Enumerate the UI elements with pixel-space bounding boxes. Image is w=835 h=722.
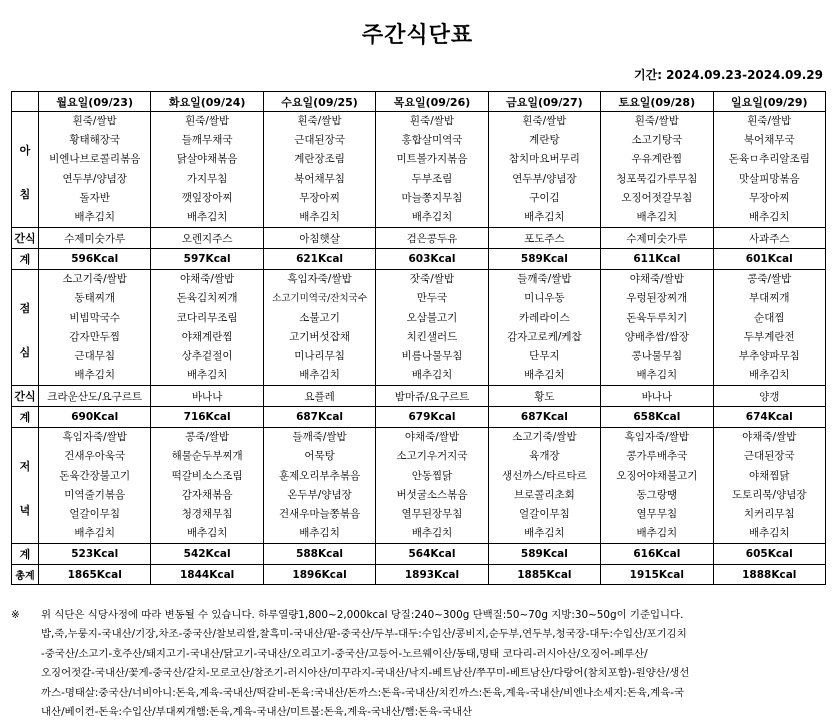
snack-cell: 수제미숫가루 [39,228,151,249]
menu-item: 두부조림 [411,172,453,185]
kcal-cell: 605Kcal [713,544,825,565]
menu-item: 배추김치 [524,210,565,223]
menu-item: 흑임자죽/쌀밥 [287,273,352,286]
menu-item: 돌자반 [79,191,110,204]
menu-item: 소고기미역국/잔치국수 [272,293,368,305]
menu-item: 상추겉절이 [181,349,233,362]
menu-item: 배추김치 [411,527,453,540]
menu-item: 감자채볶음 [181,488,233,501]
menu-item: 동태찌개 [74,292,115,305]
menu-item: 배추김치 [636,527,678,540]
grand-total-label: 총계 [12,565,39,585]
menu-item: 소고기탕국 [631,134,683,147]
menu-item: 콩죽/쌀밥 [747,273,792,286]
menu-item: 콩죽/쌀밥 [185,431,230,444]
menu-item: 감자고로케/케찹 [507,330,582,343]
total-cell: 1893Kcal [376,565,488,585]
menu-item: 근대무침 [74,349,115,362]
day-header: 수요일(09/25) [263,92,375,112]
menu-item: 배추김치 [411,369,453,382]
menu-item: 청경채무침 [181,508,233,520]
day-header: 일요일(09/29) [713,92,825,112]
sum-label: 계 [12,407,39,428]
meal-label-char [12,439,38,533]
menu-item: 콩가루배추국 [626,450,688,463]
menu-item: 야채죽/쌀밥 [404,431,460,444]
menu-item: 배추김치 [524,369,565,382]
snack-cell: 밤마쥬/요구르트 [376,386,488,407]
dinner-row [12,428,826,544]
kcal-cell: 687Kcal [488,407,600,428]
menu-item: 북어채무침 [294,172,345,185]
menu-item: 깻잎장아찌 [181,191,233,204]
meal-label-glyph: 녁 [19,503,31,517]
menu-item: 부추양파무침 [738,349,800,362]
snack-cell: 오렌지주스 [151,228,263,249]
total-kcal-row [12,565,826,585]
kcal-cell: 523Kcal [39,544,151,565]
menu-item: 카레라이스 [519,311,570,324]
menu-table [11,91,826,585]
menu-item: 건새우아욱국 [64,450,126,463]
note-mark: ※ [11,609,20,621]
menu-item: 돈육두루치기 [626,311,688,324]
lunch-cell [376,270,488,386]
menu-item: 감자만두찜 [69,330,121,343]
notes-section [11,606,826,722]
menu-item: 비름나물무침 [401,349,463,362]
day-header: 목요일(09/26) [376,92,488,112]
total-cell: 1844Kcal [151,565,263,585]
snack-cell: 포도주스 [488,228,600,249]
dinner-cell [376,428,488,544]
lunch-cell [263,270,375,386]
menu-item: 배추김치 [186,369,228,382]
kcal-cell: 690Kcal [39,407,151,428]
menu-item: 구이김 [529,191,560,204]
menu-item: 미트볼가지볶음 [396,153,468,166]
menu-item: 잣죽/쌀밥 [409,273,455,286]
page-title: 주간식단표 [361,23,474,48]
breakfast-kcal-row [12,249,826,270]
kcal-cell: 687Kcal [263,407,375,428]
snack-cell: 크라운산도/요구르트 [39,386,151,407]
menu-item: 열무된장무침 [401,508,463,520]
menu-item: 치커리무침 [743,508,795,520]
menu-item: 얼갈이무침 [69,508,121,520]
menu-item: 도토리묵/양념장 [731,488,807,501]
menu-item: 가지무침 [186,172,228,185]
menu-item: 만두국 [416,292,448,305]
menu-item: 닭살야채볶음 [176,153,238,166]
corner-cell [12,92,39,112]
menu-item: 연두부/양념장 [512,172,577,185]
lunch-cell [151,270,263,386]
breakfast-cell [151,112,263,228]
menu-item: 온두부/양념장 [287,488,352,501]
menu-item: 비빔막국수 [69,311,121,324]
total-cell: 1915Kcal [601,565,713,585]
menu-item: 근대된장국 [743,450,795,463]
menu-item: 야채찜닭 [748,469,790,482]
breakfast-cell [488,112,600,228]
menu-item: 흰죽/쌀밥 [297,115,342,127]
menu-item: 소고기우거지국 [396,450,468,463]
menu-item: 고기버섯잡채 [289,330,350,343]
snack-cell: 바나나 [601,386,713,407]
kcal-cell: 601Kcal [713,249,825,270]
dinner-label [12,428,39,544]
breakfast-cell [39,112,151,228]
lunch-cell [601,270,713,386]
origin-line: -중국산/소고기-호주산/돼지고기-국내산/닭고기-국내산/오리고기-중국산/고등어-노르웨이산/동태,명태 코다리-러시아산/오징어-페루산/ [41,647,648,660]
menu-item: 배추김치 [748,527,790,540]
sum-label: 계 [12,249,39,270]
menu-item: 청포묵김가루무침 [616,172,698,185]
menu-item: 우렁된장찌개 [626,292,688,305]
menu-item: 얼갈이무침 [519,508,570,520]
day-header: 월요일(09/23) [39,92,151,112]
menu-item: 해물순두부찌개 [171,450,243,463]
kcal-cell: 596Kcal [39,249,151,270]
meal-label-glyph: 점 [19,301,31,315]
kcal-cell: 588Kcal [263,544,375,565]
menu-item: 야채죽/쌀밥 [180,273,235,286]
menu-item: 북어채무국 [743,134,795,147]
lunch-kcal-row [12,407,826,428]
snack-cell: 황도 [488,386,600,407]
snack-cell: 검은콩두유 [376,228,488,249]
menu-item: 배추김치 [299,210,340,223]
lunch-cell [488,270,600,386]
origin-line: 오징어젓갈-국내산/꽃게-중국산/갈치-모로코산/참조기-러시아산/미꾸라지-국내산/낙지-베트남산/쭈꾸미-베트남산/다랑어(참치포함)-원양산/생선 [41,667,690,680]
menu-item: 배추김치 [748,369,790,382]
lunch-snack-row [12,386,826,407]
menu-item: 흰죽/쌀밥 [409,115,455,127]
menu-item: 미니우동 [524,292,565,305]
menu-item: 배추김치 [74,210,115,223]
menu-item: 흰죽/쌀밥 [185,115,230,127]
total-cell: 1896Kcal [263,565,375,585]
menu-item: 배추김치 [186,210,228,223]
menu-item: 미역줄기볶음 [64,488,126,501]
menu-item: 돈육간장불고기 [59,469,131,482]
menu-item: 배추김치 [411,210,453,223]
origin-line: 까스-명태살:중국산/너비아니:돈육,계육-국내산/떡갈비-돈육:국내산/돈까스:돈육-국내산/치킨까스:돈육,계육-국내산/비엔나소세지:돈육,계육-국 [41,686,685,699]
total-cell: 1888Kcal [713,565,825,585]
lunch-cell [713,270,825,386]
kcal-cell: 564Kcal [376,544,488,565]
menu-item: 들깨죽/쌀밥 [292,431,347,444]
menu-item: 미나리무침 [294,349,345,362]
lunch-cell [39,270,151,386]
dinner-kcal-row [12,544,826,565]
menu-item: 동그랑땡 [636,488,678,501]
menu-item: 훈제오리부추볶음 [278,469,361,482]
menu-item: 황태해장국 [69,134,121,147]
menu-item: 단무지 [529,349,560,362]
menu-item: 맛살피망볶음 [738,172,800,185]
total-cell: 1885Kcal [488,565,600,585]
sum-label: 계 [12,544,39,565]
day-header: 화요일(09/24) [151,92,263,112]
menu-item: 배추김치 [74,369,115,382]
kcal-cell: 679Kcal [376,407,488,428]
menu-item: 배추김치 [186,527,228,540]
day-header: 토요일(09/28) [601,92,713,112]
dinner-cell [39,428,151,544]
menu-item: 배추김치 [299,527,340,540]
kcal-cell: 603Kcal [376,249,488,270]
menu-item: 오징어야채불고기 [616,469,698,482]
menu-item: 들깨무채국 [181,134,233,147]
menu-item: 코다리무조림 [176,311,238,324]
kcal-cell: 658Kcal [601,407,713,428]
breakfast-label [12,112,39,228]
lunch-label [12,270,39,386]
snack-cell: 양갱 [713,386,825,407]
origin-line: 내산/베이컨-돈육:수입산/부대찌개햄:돈육,계육-국내산/미트볼:돈육,계육-국내산/햄:돈육-국내산 [41,706,473,719]
menu-item: 양배추쌈/쌈장 [624,330,690,343]
meal-label-glyph: 저 [19,459,31,473]
menu-item: 흑임자죽/쌀밥 [624,431,690,444]
snack-cell: 사과주스 [713,228,825,249]
menu-item: 배추김치 [524,527,565,540]
menu-item: 연두부/양념장 [62,172,127,185]
breakfast-cell [263,112,375,228]
dinner-cell [601,428,713,544]
menu-item: 계란장조림 [294,153,345,166]
meal-label-glyph: 심 [19,345,31,359]
dinner-cell [488,428,600,544]
menu-item: 배추김치 [636,369,678,382]
breakfast-row [12,112,826,228]
kcal-cell: 621Kcal [263,249,375,270]
snack-cell: 아침햇살 [263,228,375,249]
menu-item: 배추김치 [299,369,340,382]
lunch-row [12,270,826,386]
menu-item: 참치마요버무리 [508,153,580,166]
meal-label-glyph: 침 [19,187,31,201]
meal-label-char [12,123,38,217]
menu-item: 흰죽/쌀밥 [72,115,117,127]
menu-item: 돈육김치찌개 [176,292,238,305]
menu-item: 순대찜 [754,311,785,324]
meal-label-char [12,281,38,375]
menu-item: 배추김치 [636,210,678,223]
kcal-cell: 674Kcal [713,407,825,428]
menu-item: 근대된장국 [294,134,345,147]
origin-line: 밥,죽,누룽지-국내산/기장,차조-중국산/찰보리쌀,찰흑미-국내산/팥-중국산/두부-대두:수입산/콩비지,순두부,연두부,청국장-대두:수입산/포기김치 [41,628,687,641]
meal-label-glyph: 아 [19,143,31,157]
snack-label: 간식 [12,228,39,249]
snack-cell: 요플레 [263,386,375,407]
menu-item: 돈육ㅁ추리알조림 [728,153,810,166]
snack-label: 간식 [12,386,39,407]
menu-item: 배추김치 [748,210,790,223]
menu-item: 야채계란찜 [181,330,233,343]
period-label: 기간: 2024.09.23-2024.09.29 [634,68,823,82]
total-cell: 1865Kcal [39,565,151,585]
menu-item: 부대찌개 [748,292,790,305]
menu-item: 육개장 [529,450,560,463]
day-header: 금요일(09/27) [488,92,600,112]
menu-item: 열무무침 [636,508,678,520]
menu-item: 버섯굴소스볶음 [396,488,468,501]
menu-item: 생선까스/타르타르 [502,469,587,482]
dinner-cell [713,428,825,544]
menu-item: 흰죽/쌀밥 [522,115,567,127]
menu-item: 흰죽/쌀밥 [634,115,679,127]
menu-item: 흰죽/쌀밥 [747,115,792,127]
kcal-cell: 616Kcal [601,544,713,565]
menu-item: 비엔나브로콜리볶음 [49,153,141,166]
menu-item: 오징어젓갈무침 [621,191,693,204]
note-summary: 위 식단은 식당사정에 따라 변동될 수 있습니다. 하루열량1,800~2,000kcal 당질:240~300g 단백질:50~70g 지방:30~50g이 기준입니다. [41,609,684,621]
breakfast-cell [601,112,713,228]
menu-item: 떡갈비소스조림 [171,469,243,482]
menu-item: 배추김치 [74,527,115,540]
menu-item: 들깨죽/쌀밥 [517,273,572,286]
menu-item: 마늘쫑지무침 [401,191,463,204]
menu-item: 계란탕 [529,134,560,147]
menu-item: 오삼불고기 [406,311,458,324]
menu-item: 야채죽/쌀밥 [742,431,797,444]
dinner-cell [263,428,375,544]
day-header-row [12,92,826,112]
menu-item: 홍합살미역국 [401,134,463,147]
kcal-cell: 589Kcal [488,544,600,565]
kcal-cell: 597Kcal [151,249,263,270]
dinner-cell [151,428,263,544]
breakfast-cell [376,112,488,228]
menu-item: 야채죽/쌀밥 [629,273,684,286]
menu-item: 두부계란전 [743,330,795,343]
kcal-cell: 542Kcal [151,544,263,565]
menu-item: 흑임자죽/쌀밥 [62,431,127,444]
menu-item: 우유계란찜 [631,153,683,166]
snack-cell: 바나나 [151,386,263,407]
menu-item: 무장아찌 [748,191,790,204]
menu-item: 안동찜닭 [411,469,453,482]
menu-item: 치킨샐러드 [406,330,458,343]
kcal-cell: 716Kcal [151,407,263,428]
breakfast-snack-row [12,228,826,249]
menu-item: 어묵탕 [304,450,335,463]
snack-cell: 수제미숫가루 [601,228,713,249]
menu-item: 소고기죽/쌀밥 [62,273,127,286]
breakfast-cell [713,112,825,228]
menu-item: 소고기죽/쌀밥 [512,431,577,444]
menu-item: 소불고기 [299,311,340,324]
menu-item: 무장아찌 [299,191,340,204]
menu-item: 브로콜리초회 [513,488,575,501]
menu-item: 건새우마늘쫑볶음 [278,508,361,520]
kcal-cell: 589Kcal [488,249,600,270]
menu-item: 콩나물무침 [631,349,683,362]
kcal-cell: 611Kcal [601,249,713,270]
